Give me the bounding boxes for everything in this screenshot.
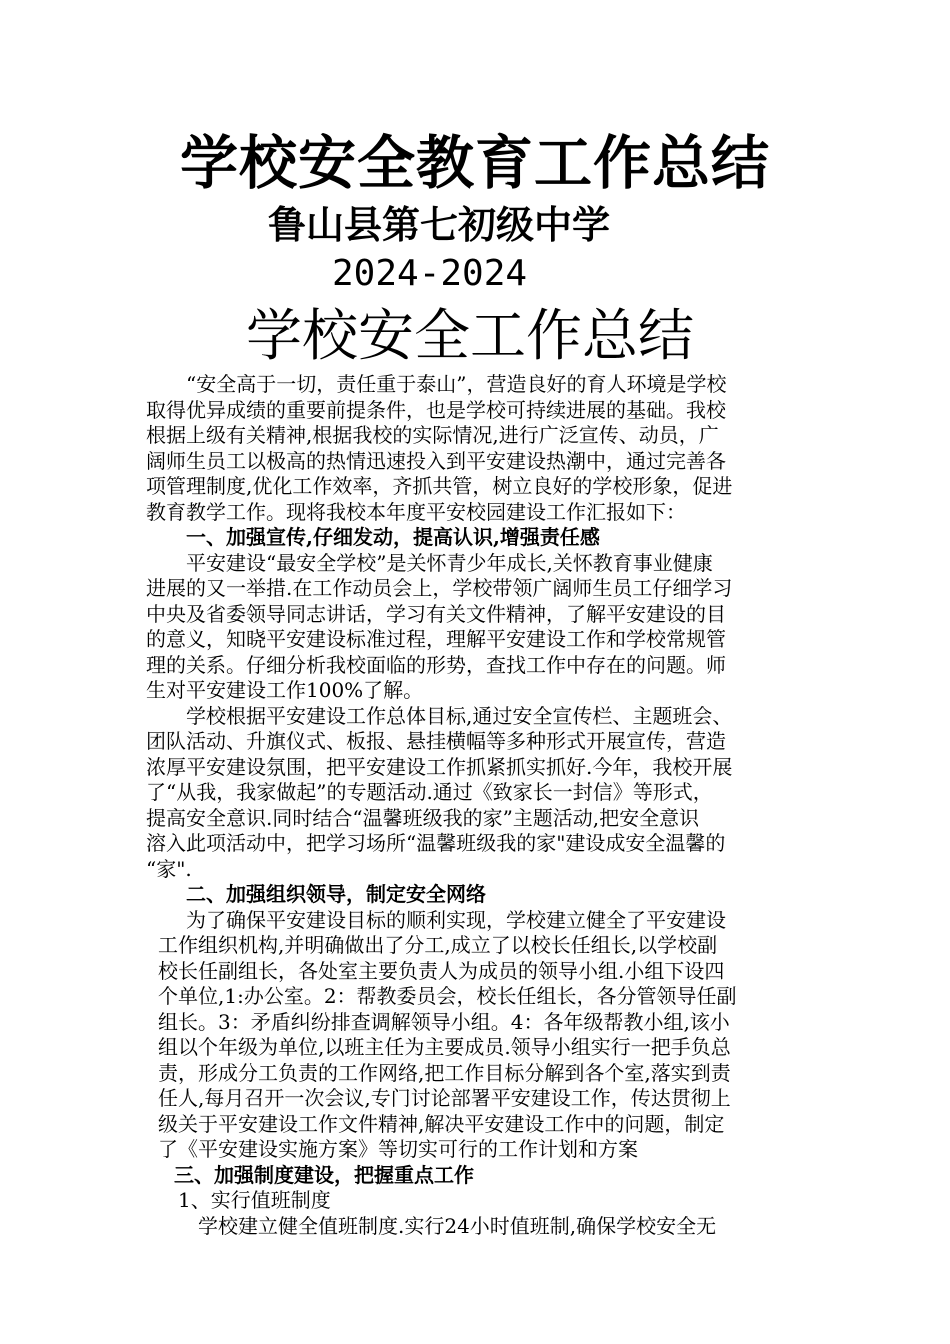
paragraph-line: 取得优异成绩的重要前提条件，也是学校可持续进展的基础。我校 — [146, 397, 726, 422]
paragraph-line: 溶入此项活动中，把学习场所“温馨班级我的家"建设成安全温馨的 — [146, 831, 726, 855]
paragraph-line: “安全高于一切，责任重于泰山”，营造良好的育人环境是学校 — [186, 372, 727, 396]
paragraph-line: 中央及省委领导同志讲话，学习有关文件精神，了解平安建设的目 — [146, 601, 726, 626]
paragraph-line: 了《平安建设实施方案》等切实可行的工作计划和方案 — [158, 1137, 638, 1161]
paragraph-line: “家". — [146, 856, 192, 881]
section-heading-2: 二、加强组织领导，制定安全网络 — [186, 882, 486, 906]
main-title: 学校安全教育工作总结 — [179, 129, 770, 197]
year-range: 2024-2024 — [332, 253, 528, 294]
sub-title: 学校安全工作总结 — [246, 304, 694, 369]
paragraph-line: 理的关系。仔细分析我校面临的形势，查找工作中存在的问题。师 — [146, 652, 726, 677]
paragraph-line: 浓厚平安建设氛围，把平安建设工作抓紧抓实抓好.今年，我校开展 — [146, 754, 733, 779]
paragraph-line: 责，形成分工负责的工作网络,把工作目标分解到各个室,落实到责 — [158, 1060, 731, 1085]
paragraph-line: 平安建设“最安全学校”是关怀青少年成长,关怀教育事业健康 — [186, 550, 713, 575]
paragraph-line: 组以个年级为单位,以班主任为主要成员.领导小组实行一把手负总 — [158, 1035, 731, 1059]
paragraph-line: 教育教学工作。现将我校本年度平安校园建设工作汇报如下： — [146, 499, 686, 524]
school-name: 鲁山县第七初级中学 — [268, 202, 611, 247]
paragraph-line: 任人,每月召开一次会议,专门讨论部署平安建设工作，传达贯彻上 — [158, 1086, 731, 1110]
section-heading-3: 三、加强制度建设，把握重点工作 — [174, 1162, 474, 1187]
paragraph-line: 根据上级有关精神,根据我校的实际情况,进行广泛宣传、动员，广 — [146, 423, 719, 447]
paragraph-line: 工作组织机构,并明确做出了分工,成立了以校长任组长,以学校副 — [158, 933, 718, 957]
sub-heading: 1、实行值班制度 — [178, 1188, 331, 1212]
paragraph-line: 个单位,1:办公室。2：帮教委员会，校长任组长，各分管领导任副 — [158, 984, 737, 1008]
paragraph-line: 进展的又一举措.在工作动员会上，学校带领广阔师生员工仔细学习 — [146, 576, 733, 600]
paragraph-line: 项管理制度,优化工作效率，齐抓共管，树立良好的学校形象，促进 — [146, 474, 733, 498]
paragraph-line: 提高安全意识.同时结合“温馨班级我的家”主题活动,把安全意识 — [146, 805, 700, 830]
paragraph-line: 级关于平安建设工作文件精神,解决平安建设工作中的问题，制定 — [158, 1111, 725, 1136]
paragraph-line: 团队活动、升旗仪式、板报、悬挂横幅等多种形式开展宣传，营造 — [146, 729, 726, 753]
document-body — [146, 372, 816, 1239]
section-heading-1: 一、加强宣传,仔细发动，提高认识,增强责任感 — [186, 525, 600, 549]
paragraph-line: 阔师生员工以极高的热情迅速投入到平安建设热潮中，通过完善各 — [146, 448, 726, 473]
paragraph-line: 组长。3：矛盾纠纷排查调解领导小组。4：各年级帮教小组,该小 — [158, 1009, 730, 1034]
paragraph-line: 了“从我，我家做起”的专题活动.通过《致家长一封信》等形式， — [146, 780, 713, 804]
paragraph-line: 学校建立健全值班制度.实行24小时值班制,确保学校安全无 — [198, 1213, 717, 1238]
paragraph-line: 的意义，知晓平安建设标准过程，理解平安建设工作和学校常规管 — [146, 627, 726, 651]
paragraph-line: 学校根据平安建设工作总体目标,通过安全宣传栏、主题班会、 — [186, 703, 733, 728]
paragraph-line: 生对平安建设工作100%了解。 — [146, 678, 424, 702]
paragraph-line: 为了确保平安建设目标的顺利实现，学校建立健全了平安建设 — [186, 907, 726, 932]
paragraph-line: 校长任副组长，各处室主要负责人为成员的领导小组.小组下设四 — [158, 958, 725, 983]
